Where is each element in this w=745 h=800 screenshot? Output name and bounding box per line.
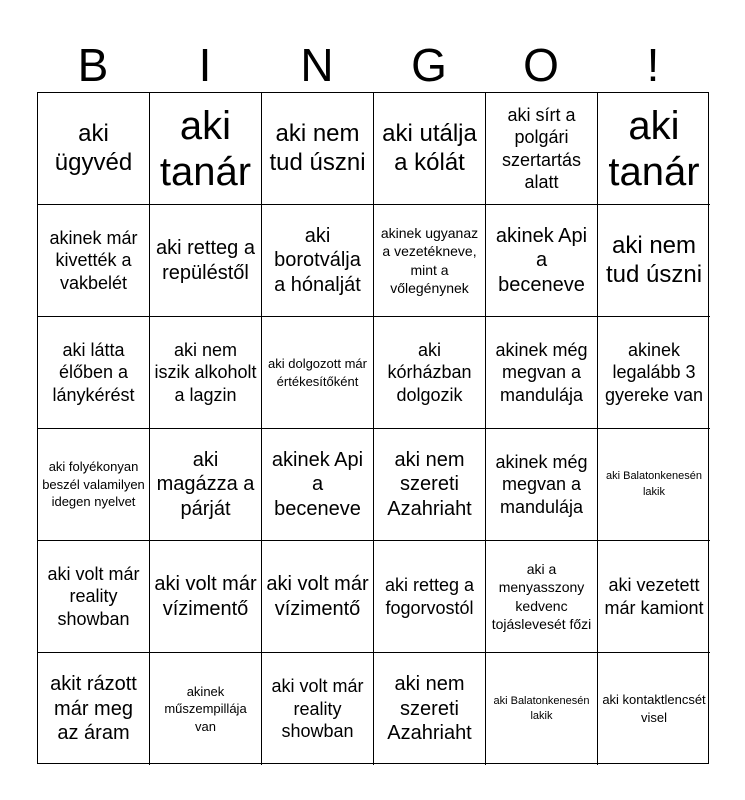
- bingo-cell[interactable]: aki tanár: [150, 93, 262, 205]
- bingo-cell[interactable]: aki tanár: [598, 93, 710, 205]
- bingo-cell[interactable]: akinek legalább 3 gyereke van: [598, 317, 710, 429]
- bingo-cell[interactable]: akinek már kivették a vakbelét: [38, 205, 150, 317]
- bingo-cell[interactable]: akinek még megvan a mandulája: [486, 317, 598, 429]
- header-letter-b: B: [77, 39, 109, 91]
- bingo-cell[interactable]: aki ügyvéd: [38, 93, 150, 205]
- bingo-cell[interactable]: aki nem tud úszni: [262, 93, 374, 205]
- bingo-cell[interactable]: akinek Api a beceneve: [486, 205, 598, 317]
- bingo-cell[interactable]: aki nem szereti Azahriaht: [374, 653, 486, 765]
- bingo-cell[interactable]: aki látta élőben a lánykérést: [38, 317, 150, 429]
- bingo-cell[interactable]: aki a menyasszony kedvenc tojáslevesét főzi: [486, 541, 598, 653]
- header-letter-exclamation: !: [646, 39, 660, 91]
- bingo-cell[interactable]: aki magázza a párját: [150, 429, 262, 541]
- bingo-cell[interactable]: aki volt már vízimentő: [150, 541, 262, 653]
- bingo-cell[interactable]: aki nem szereti Azahriaht: [374, 429, 486, 541]
- bingo-grid: [37, 92, 709, 764]
- bingo-cell[interactable]: aki borotválja a hónalját: [262, 205, 374, 317]
- header-letter-o: O: [523, 39, 559, 91]
- bingo-cell[interactable]: aki volt már reality showban: [262, 653, 374, 765]
- bingo-cell[interactable]: akit rázott már meg az áram: [38, 653, 150, 765]
- bingo-cell[interactable]: aki sírt a polgári szertartás alatt: [486, 93, 598, 205]
- bingo-header: [37, 38, 709, 92]
- bingo-cell[interactable]: aki kórházban dolgozik: [374, 317, 486, 429]
- bingo-cell[interactable]: akinek Api a beceneve: [262, 429, 374, 541]
- bingo-cell[interactable]: aki nem iszik alkoholt a lagzin: [150, 317, 262, 429]
- bingo-cell[interactable]: aki retteg a fogorvostól: [374, 541, 486, 653]
- header-letter-i: I: [198, 39, 212, 91]
- header-letter-g: G: [411, 39, 447, 91]
- bingo-cell[interactable]: aki Balatonkenesén lakik: [598, 429, 710, 541]
- bingo-cell[interactable]: aki vezetett már kamiont: [598, 541, 710, 653]
- bingo-cell[interactable]: aki volt már vízimentő: [262, 541, 374, 653]
- bingo-cell[interactable]: aki dolgozott már értékesítőként: [262, 317, 374, 429]
- bingo-cell[interactable]: aki nem tud úszni: [598, 205, 710, 317]
- bingo-cell[interactable]: aki Balatonkenesén lakik: [486, 653, 598, 765]
- bingo-cell[interactable]: akinek műszempillája van: [150, 653, 262, 765]
- header-letter-n: N: [300, 39, 334, 91]
- bingo-cell[interactable]: aki volt már reality showban: [38, 541, 150, 653]
- bingo-cell[interactable]: aki kontaktlencsét visel: [602, 692, 706, 725]
- bingo-cell[interactable]: akinek ugyanaz a vezetékneve, mint a vőlegénynek: [374, 205, 486, 317]
- bingo-cell[interactable]: aki utálja a kólát: [374, 93, 486, 205]
- bingo-cell[interactable]: akinek még megvan a mandulája: [486, 429, 598, 541]
- bingo-cell[interactable]: aki folyékonyan beszél valamilyen idegen nyelvet: [38, 429, 150, 541]
- bingo-cell[interactable]: aki retteg a repüléstől: [150, 205, 262, 317]
